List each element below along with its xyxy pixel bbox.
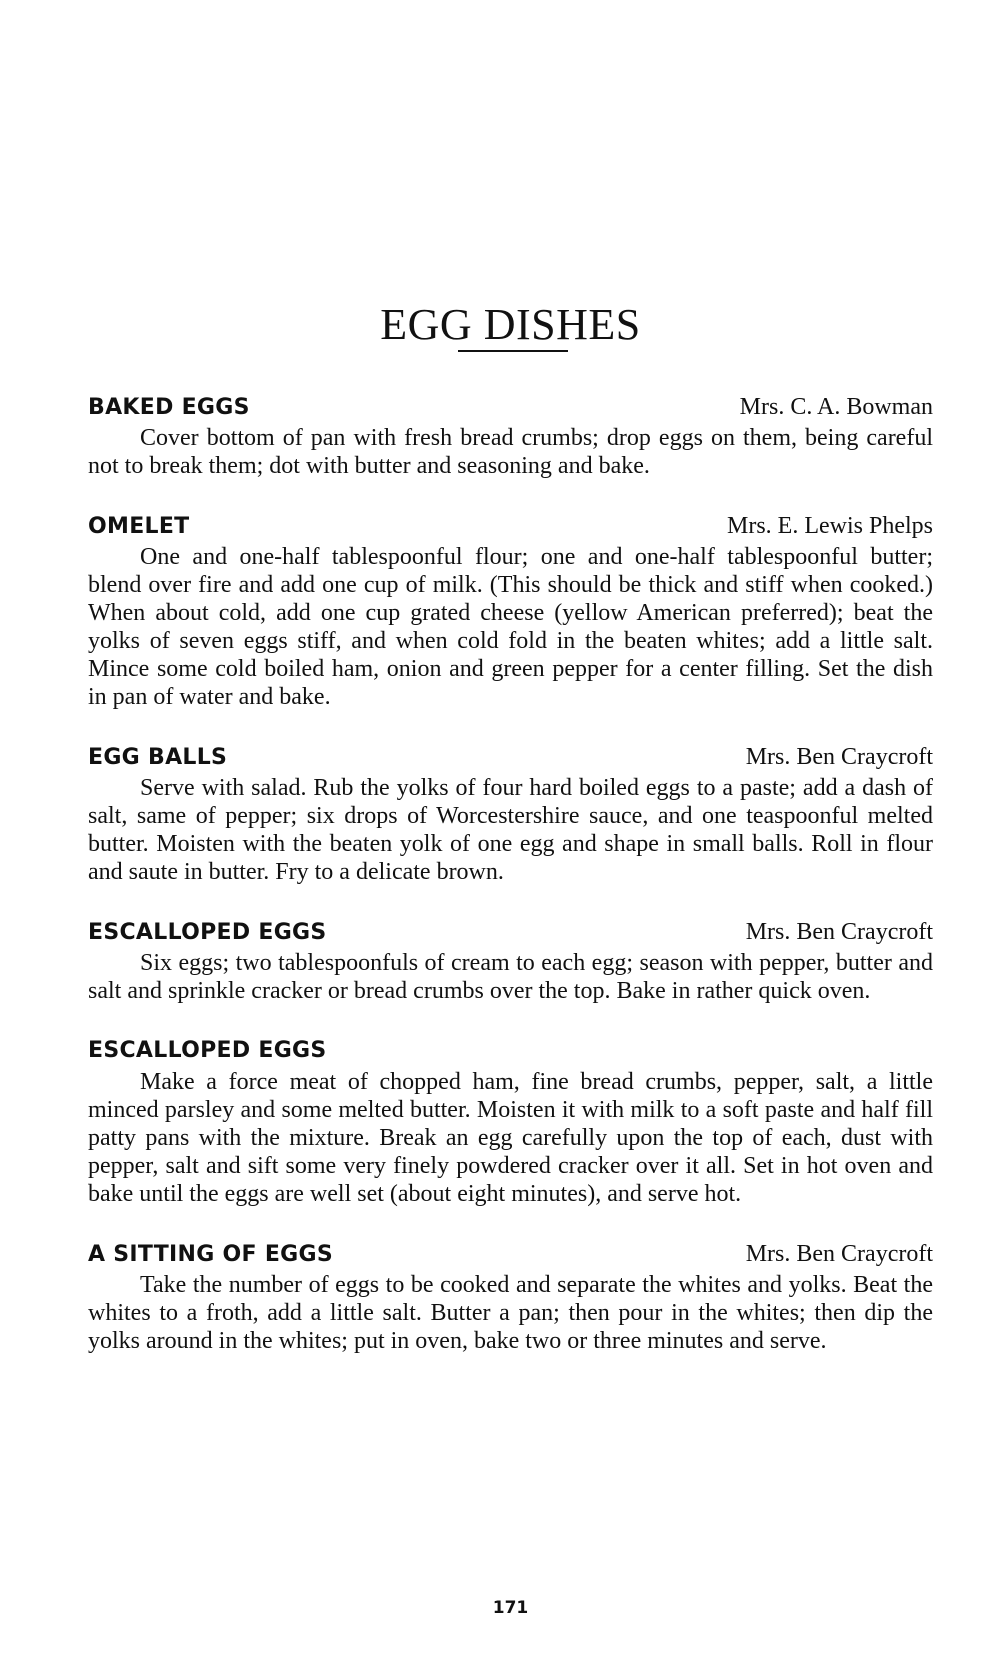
recipe-author: Mrs. E. Lewis Phelps <box>727 513 933 539</box>
recipe-name: EGG BALLS <box>88 745 228 770</box>
recipe-name: A SITTING OF EGGS <box>88 1242 334 1267</box>
recipe-text: Serve with salad. Rub the yolks of four hard boiled eggs to a paste; add a dash of salt, same of pepper; six drops of Worcestershire sauce, and one teaspoonful melted butter. Moisten with the beaten yolk of one egg and shape in small balls. Roll in flour and saute in butter. Fry to a delicate brown. <box>88 775 933 885</box>
recipe-name: BAKED EGGS <box>88 395 250 420</box>
page-title: EGG DISHES <box>380 300 641 350</box>
recipe-list <box>88 394 933 1388</box>
recipe-header <box>88 1038 933 1068</box>
recipe-escalloped-eggs-1 <box>88 919 933 1005</box>
recipe-text: One and one-half tablespoonful flour; one and one-half tablespoonful butter; blend over fire and add one cup of milk. (This should be thick and stiff when cooked.) When about cold, add one cup grated cheese (yellow American preferred); beat the yolks of seven eggs stiff, and when cold fold in the beaten whites; add a little salt. Mince some cold boiled ham, onion and green pepper for a center filling. Set the dish in pan of water and bake. <box>88 544 933 710</box>
recipe-baked-eggs <box>88 394 933 480</box>
recipe-name: OMELET <box>88 514 190 539</box>
title-divider <box>458 350 568 352</box>
recipe-author: Mrs. Ben Craycroft <box>745 1241 933 1267</box>
recipe-text: Six eggs; two tablespoonfuls of cream to each egg; season with pepper, butter and salt and sprinkle cracker or bread crumbs over the top. Bake in rather quick oven. <box>88 950 933 1004</box>
book-page <box>88 0 933 1667</box>
recipe-name: ESCALLOPED EGGS <box>88 920 327 945</box>
recipe-header <box>88 919 933 949</box>
recipe-sitting-of-eggs <box>88 1241 933 1355</box>
recipe-author: Mrs. Ben Craycroft <box>745 919 933 945</box>
recipe-escalloped-eggs-2 <box>88 1038 933 1208</box>
recipe-text: Make a force meat of chopped ham, fine bread crumbs, pepper, salt, a little minced parsley and some melted butter. Moisten it with milk to a soft paste and half fill patty pans with the mixture. Break an egg carefully upon the top of each, dust with pepper, salt and sift some very finely powdered cracker over it all. Set in hot oven and bake until the eggs are well set (about eight minutes), and serve hot. <box>88 1069 933 1207</box>
recipe-name: ESCALLOPED EGGS <box>88 1038 327 1063</box>
recipe-header <box>88 744 933 774</box>
recipe-text: Take the number of eggs to be cooked and separate the whites and yolks. Beat the whites to a froth, add a little salt. Butter a pan; then pour in the whites; then dip the yolks around in the whites; put in oven, bake two or three minutes and serve. <box>88 1272 933 1354</box>
page-number: 171 <box>492 1598 529 1618</box>
recipe-header <box>88 1241 933 1271</box>
recipe-author: Mrs. C. A. Bowman <box>739 394 933 420</box>
recipe-author: Mrs. Ben Craycroft <box>745 744 933 770</box>
recipe-omelet <box>88 513 933 711</box>
recipe-egg-balls <box>88 744 933 886</box>
recipe-header <box>88 394 933 424</box>
recipe-header <box>88 513 933 543</box>
recipe-text: Cover bottom of pan with fresh bread crumbs; drop eggs on them, being careful not to break them; dot with butter and seasoning and bake. <box>88 425 933 479</box>
